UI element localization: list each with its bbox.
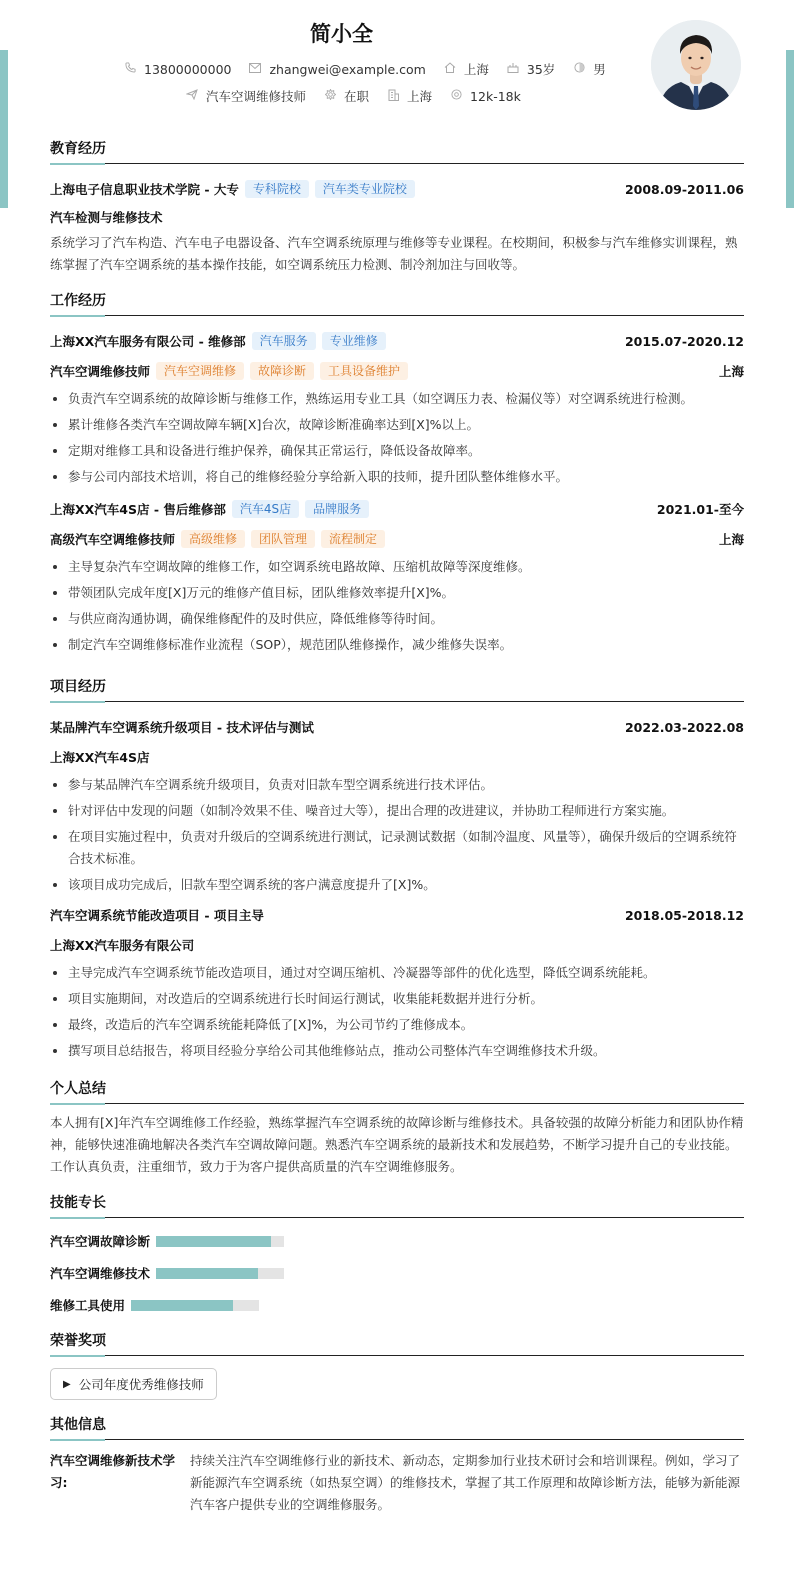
target-job-item xyxy=(186,87,306,105)
avatar xyxy=(651,20,741,110)
resume-header xyxy=(50,0,744,128)
work-entry xyxy=(50,498,744,656)
left-accent-bar xyxy=(0,50,8,208)
candidate-name: 简小全 xyxy=(310,22,373,46)
summary-text: 本人拥有[X]年汽车空调维修工作经验，熟练掌握汽车空调系统的故障诊断与维修技术。具备较强的故障分析能力和团队协作精神，能够快速准确地解决各类汽车空调故障问题。熟悉汽车空调系统的最新技术和发展趋势，不断学习提升自己的专业技能。工作认真负责，注重细节，致力于为客户提供高质量的汽车空调维修服务。 xyxy=(50,1115,744,1174)
gender-text: 男 xyxy=(593,62,606,77)
age-item xyxy=(507,60,555,78)
work-position-row xyxy=(50,360,744,382)
status-item xyxy=(324,87,369,105)
position-tag: 汽车空调维修 xyxy=(156,362,244,380)
list-item: 带领团队完成年度[X]万元的维修产值目标，团队维修效率提升[X]%。 xyxy=(50,582,744,604)
phone-icon xyxy=(124,62,136,76)
list-item: 撰写项目总结报告，将项目经验分享给公司其他维修站点，推动公司整体汽车空调维修技术升级。 xyxy=(50,1040,744,1062)
position-name: 汽车空调维修技师 xyxy=(50,364,151,379)
skill-name: 汽车空调故障诊断 xyxy=(50,1234,151,1249)
school-tag: 汽车类专业院校 xyxy=(315,180,415,198)
work-period: 2021.01-至今 xyxy=(656,502,744,517)
position-name: 高级汽车空调维修技师 xyxy=(50,532,176,547)
other-title: 其他信息 xyxy=(50,1414,744,1440)
company-tag: 汽车服务 xyxy=(252,332,316,350)
project-period: 2022.03-2022.08 xyxy=(624,719,744,735)
position-tag: 工具设备维护 xyxy=(320,362,408,380)
other-row xyxy=(50,1450,744,1516)
list-item: 主导完成汽车空调系统节能改造项目，通过对空调压缩机、冷凝器等部件的优化选型，降低空调系统能耗。 xyxy=(50,962,744,984)
work-title: 工作经历 xyxy=(50,290,744,316)
salary-text: 12k-18k xyxy=(470,88,521,104)
project-org: 上海XX汽车服务有限公司 xyxy=(50,938,195,953)
location-text: 上海 xyxy=(463,62,489,77)
skill-item xyxy=(50,1228,400,1254)
list-item: 负责汽车空调系统的故障诊断与维修工作，熟练运用专业工具（如空调压力表、检漏仪等）对空调系统进行检测。 xyxy=(50,388,744,410)
list-item: 最终，改造后的汽车空调系统能耗降低了[X]%，为公司节约了维修成本。 xyxy=(50,1014,744,1036)
list-item: 与供应商沟通协调，确保维修配件的及时供应，降低维修等待时间。 xyxy=(50,608,744,630)
projects-section xyxy=(50,676,744,1062)
company-tag: 汽车4S店 xyxy=(232,500,299,518)
email-text: zhangwei@example.com xyxy=(269,61,426,77)
education-title: 教育经历 xyxy=(50,138,744,164)
target-city-item xyxy=(387,87,432,105)
award-label: 公司年度优秀维修技师 xyxy=(78,1377,204,1392)
target-job-text: 汽车空调维修技师 xyxy=(206,89,307,104)
list-item: 该项目成功完成后，旧款车型空调系统的客户满意度提升了[X]%。 xyxy=(50,874,744,896)
school-name: 上海电子信息职业技术学院 - 大专 xyxy=(50,182,239,197)
right-accent-bar xyxy=(786,50,794,208)
status-text: 在职 xyxy=(344,89,370,104)
work-entry xyxy=(50,330,744,488)
skill-item xyxy=(50,1260,400,1286)
work-position-row xyxy=(50,528,744,550)
project-entry xyxy=(50,904,744,1062)
skill-name: 维修工具使用 xyxy=(50,1298,126,1313)
list-item: 累计维修各类汽车空调故障车辆[X]台次，故障诊断准确率达到[X]%以上。 xyxy=(50,414,744,436)
work-bullets xyxy=(50,388,744,488)
phone-item xyxy=(124,62,231,77)
list-item: 定期对维修工具和设备进行维护保养，确保其正常运行，降低设备故障率。 xyxy=(50,440,744,462)
list-item: 项目实施期间，对改造后的空调系统进行长时间运行测试，收集能耗数据并进行分析。 xyxy=(50,988,744,1010)
position-tag: 团队管理 xyxy=(251,530,315,548)
work-period: 2015.07-2020.12 xyxy=(624,333,744,349)
education-entry xyxy=(50,178,744,276)
education-period: 2008.09-2011.06 xyxy=(624,181,744,197)
position-tag: 高级维修 xyxy=(181,530,245,548)
salary-item xyxy=(450,89,521,104)
other-section xyxy=(50,1414,744,1516)
list-item: 参与某品牌汽车空调系统升级项目，负责对旧款车型空调系统进行技术评估。 xyxy=(50,774,744,796)
list-item: 主导复杂汽车空调故障的维修工作，如空调系统电路故障、压缩机故障等深度维修。 xyxy=(50,556,744,578)
age-text: 35岁 xyxy=(526,62,556,77)
position-tag: 流程制定 xyxy=(321,530,385,548)
project-header-row xyxy=(50,904,744,926)
other-text: 持续关注汽车空调维修行业的新技术、新动态，定期参加行业技术研讨会和培训课程。例如，学习了新能源汽车空调系统（如热泵空调）的维修技术，掌握了其工作原理和故障诊断方法，能够为新能源汽车客户提供专业的空调维修服务。 xyxy=(190,1453,741,1512)
project-period: 2018.05-2018.12 xyxy=(624,907,744,923)
major-name: 汽车检测与维修技术 xyxy=(50,210,163,225)
company-tag: 品牌服务 xyxy=(305,500,369,518)
skill-fill xyxy=(131,1300,233,1311)
skill-bar xyxy=(156,1236,284,1247)
project-name: 汽车空调系统节能改造项目 - 项目主导 xyxy=(50,908,264,923)
project-entry xyxy=(50,716,744,896)
skill-fill xyxy=(156,1236,271,1247)
work-city: 上海 xyxy=(718,364,744,379)
project-name: 某品牌汽车空调系统升级项目 - 技术评估与测试 xyxy=(50,720,314,735)
list-item: 针对评估中发现的问题（如制冷效果不佳、噪音过大等），提出合理的改进建议，并协助工程师进行方案实施。 xyxy=(50,800,744,822)
coin-icon xyxy=(450,89,462,103)
education-description: 系统学习了汽车构造、汽车电子电器设备、汽车空调系统原理与维修等专业课程。在校期间，积极参与汽车维修实训课程，熟练掌握了汽车空调系统的基本操作技能，如空调系统压力检测、制冷剂加注与回收等。 xyxy=(50,235,738,272)
list-item: 参与公司内部技术培训，将自己的维修经验分享给新入职的技师，提升团队整体维修水平。 xyxy=(50,466,744,488)
company-name: 上海XX汽车服务有限公司 - 维修部 xyxy=(50,334,246,349)
skills-title: 技能专长 xyxy=(50,1192,744,1218)
projects-title: 项目经历 xyxy=(50,676,744,702)
skill-bar xyxy=(156,1268,284,1279)
contact-row xyxy=(124,60,624,78)
project-header-row xyxy=(50,716,744,738)
awards-section xyxy=(50,1330,744,1400)
skills-section xyxy=(50,1192,744,1324)
gender-icon xyxy=(573,62,585,76)
position-tag: 故障诊断 xyxy=(250,362,314,380)
target-city-text: 上海 xyxy=(407,89,433,104)
school-tag: 专科院校 xyxy=(245,180,309,198)
education-header-row xyxy=(50,178,744,200)
skill-item xyxy=(50,1292,400,1318)
work-company-row xyxy=(50,498,744,520)
list-item: 在项目实施过程中，负责对升级后的空调系统进行测试，记录测试数据（如制冷温度、风量等），确保升级后的空调系统符合技术标准。 xyxy=(50,826,744,870)
work-city: 上海 xyxy=(718,532,744,547)
work-section xyxy=(50,290,744,656)
work-bullets xyxy=(50,556,744,656)
home-icon xyxy=(444,62,456,76)
company-tag: 专业维修 xyxy=(322,332,386,350)
phone-text: 13800000000 xyxy=(144,61,232,77)
location-item xyxy=(444,60,489,78)
awards-title: 荣誉奖项 xyxy=(50,1330,744,1356)
gear-icon xyxy=(324,89,336,103)
summary-section xyxy=(50,1078,744,1178)
cake-icon xyxy=(507,62,519,76)
other-label: 汽车空调维修新技术学习: xyxy=(50,1453,176,1490)
project-bullets xyxy=(50,774,744,896)
send-icon xyxy=(186,89,198,103)
project-org-row xyxy=(50,746,744,768)
project-org-row xyxy=(50,934,744,956)
skill-bar xyxy=(131,1300,259,1311)
education-section xyxy=(50,138,744,276)
resume-page xyxy=(50,0,744,1516)
caret-right-icon: ▶ xyxy=(63,1378,71,1390)
skill-name: 汽车空调维修技术 xyxy=(50,1266,151,1281)
skills-list xyxy=(50,1228,744,1324)
skill-fill xyxy=(156,1268,258,1279)
email-item xyxy=(249,62,425,77)
list-item: 制定汽车空调维修标准作业流程（SOP），规范团队维修操作，减少维修失误率。 xyxy=(50,634,744,656)
award-item[interactable] xyxy=(50,1368,217,1400)
project-org: 上海XX汽车4S店 xyxy=(50,750,150,765)
work-company-row xyxy=(50,330,744,352)
job-intent-row xyxy=(186,87,539,105)
project-bullets xyxy=(50,962,744,1062)
company-name: 上海XX汽车4S店 - 售后维修部 xyxy=(50,502,226,517)
building-icon xyxy=(387,89,399,104)
gender-item xyxy=(573,60,606,78)
mail-icon xyxy=(249,63,261,76)
summary-title: 个人总结 xyxy=(50,1078,744,1104)
major-row xyxy=(50,206,744,228)
